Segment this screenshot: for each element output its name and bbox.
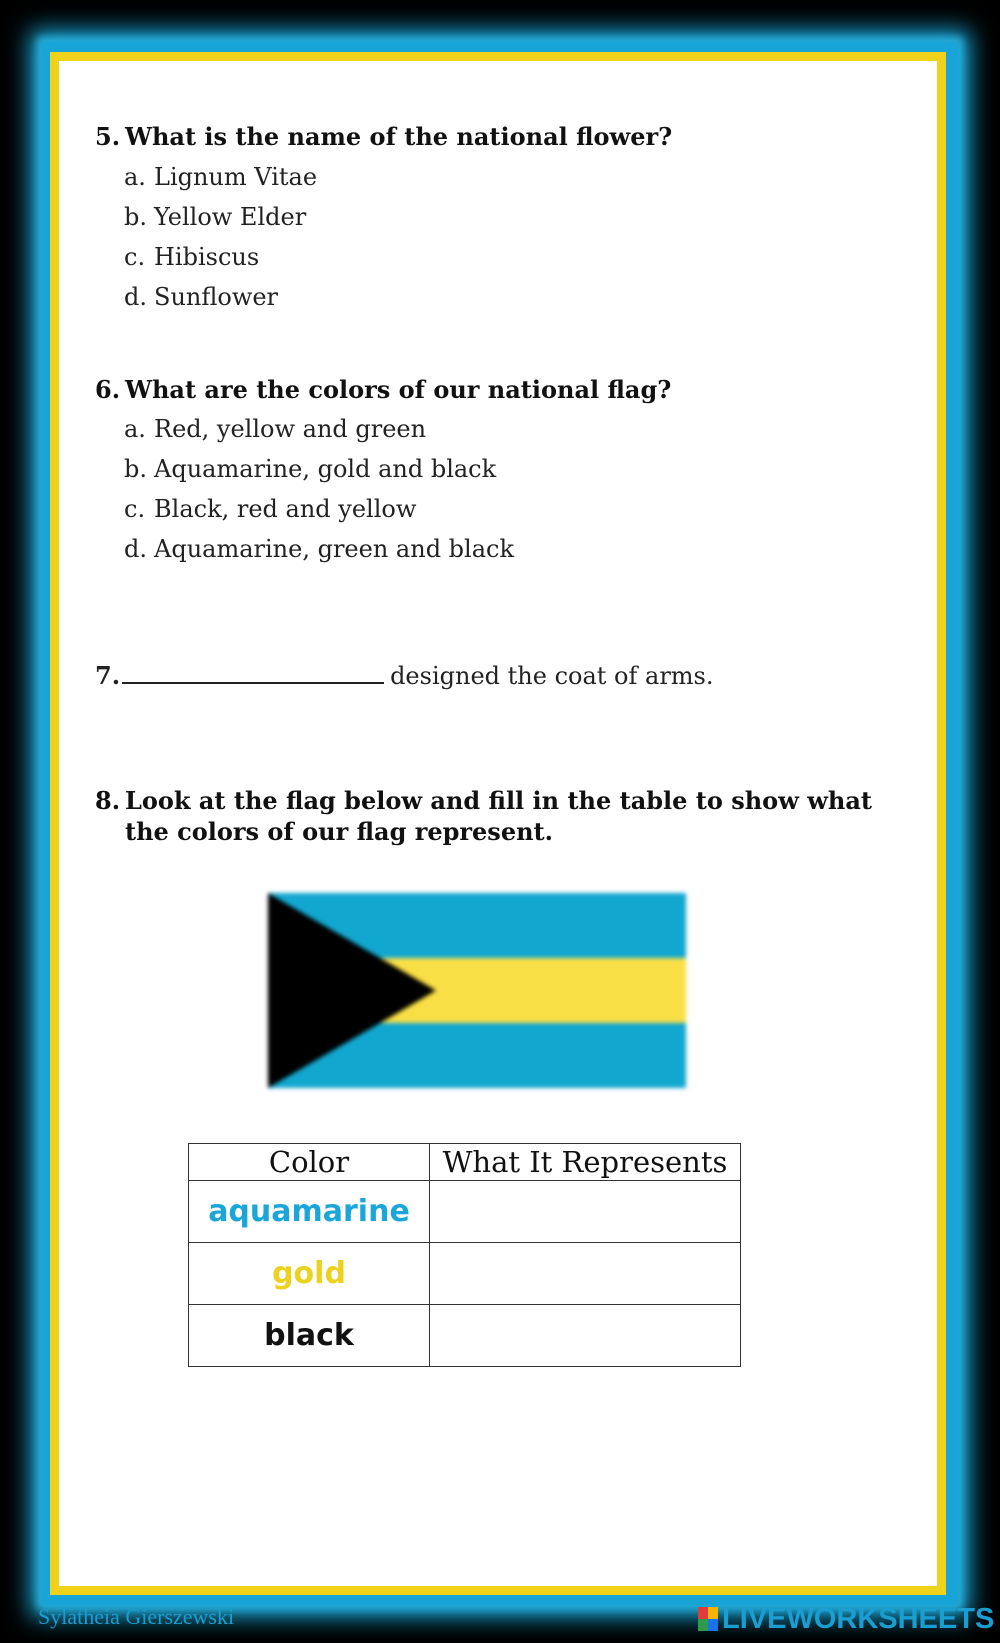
q5-option-c[interactable] bbox=[124, 242, 259, 272]
liveworksheets-logo[interactable] bbox=[698, 1604, 994, 1634]
question-number: 5. bbox=[95, 122, 121, 151]
option-text: Lignum Vitae bbox=[154, 163, 318, 191]
question-text: designed the coat of arms. bbox=[390, 662, 714, 690]
table-row bbox=[189, 1181, 741, 1243]
color-aquamarine: aquamarine bbox=[189, 1181, 430, 1243]
answer-cell-aquamarine[interactable] bbox=[430, 1181, 741, 1243]
answer-cell-gold[interactable] bbox=[430, 1243, 741, 1305]
question-text bbox=[125, 785, 872, 847]
question-text: What is the name of the national flower? bbox=[125, 122, 673, 151]
header-represents: What It Represents bbox=[430, 1144, 741, 1181]
option-text: Red, yellow and green bbox=[154, 415, 427, 443]
option-text: Sunflower bbox=[154, 283, 279, 311]
color-black: black bbox=[189, 1305, 430, 1367]
liveworksheets-logo-icon bbox=[698, 1607, 718, 1631]
option-text: Aquamarine, gold and black bbox=[154, 455, 497, 483]
q6-option-a[interactable] bbox=[124, 414, 426, 444]
header-color: Color bbox=[189, 1144, 430, 1181]
answer-blank-input[interactable] bbox=[122, 660, 384, 684]
q6-option-c[interactable] bbox=[124, 494, 416, 524]
option-text: Aquamarine, green and black bbox=[154, 535, 515, 563]
q5-option-b[interactable] bbox=[124, 202, 306, 232]
color-gold: gold bbox=[189, 1243, 430, 1305]
table-row bbox=[189, 1305, 741, 1367]
option-letter: b. bbox=[124, 203, 147, 231]
option-letter: a. bbox=[124, 163, 146, 191]
bahamas-flag-image bbox=[268, 893, 686, 1088]
author-credit: Sylatheia Gierszewski bbox=[38, 1604, 235, 1629]
question-number: 6. bbox=[95, 375, 121, 404]
option-letter: b. bbox=[124, 455, 147, 483]
option-text: Yellow Elder bbox=[154, 203, 307, 231]
table-row bbox=[189, 1243, 741, 1305]
liveworksheets-logo-text: LIVEWORKSHEETS bbox=[722, 1602, 995, 1635]
question-8 bbox=[95, 785, 872, 847]
option-letter: d. bbox=[124, 535, 147, 563]
q5-option-d[interactable] bbox=[124, 282, 278, 312]
option-text: Black, red and yellow bbox=[154, 495, 417, 523]
question-text-line-2: the colors of our flag represent. bbox=[125, 817, 553, 846]
option-letter: c. bbox=[124, 243, 146, 271]
question-number: 7. bbox=[95, 661, 121, 690]
q6-option-d[interactable] bbox=[124, 534, 514, 564]
question-text: What are the colors of our national flag? bbox=[125, 375, 672, 404]
question-7 bbox=[95, 660, 714, 690]
question-5 bbox=[95, 121, 672, 152]
question-number: 8. bbox=[95, 786, 121, 815]
option-letter: d. bbox=[124, 283, 147, 311]
question-text-line-1: Look at the flag below and fill in the table to show what bbox=[125, 786, 872, 815]
colors-table bbox=[188, 1143, 741, 1367]
option-text: Hibiscus bbox=[154, 243, 260, 271]
table-header-row bbox=[189, 1144, 741, 1181]
q5-option-a[interactable] bbox=[124, 162, 317, 192]
q6-option-b[interactable] bbox=[124, 454, 496, 484]
option-letter: a. bbox=[124, 415, 146, 443]
answer-cell-black[interactable] bbox=[430, 1305, 741, 1367]
option-letter: c. bbox=[124, 495, 146, 523]
question-6 bbox=[95, 374, 671, 405]
